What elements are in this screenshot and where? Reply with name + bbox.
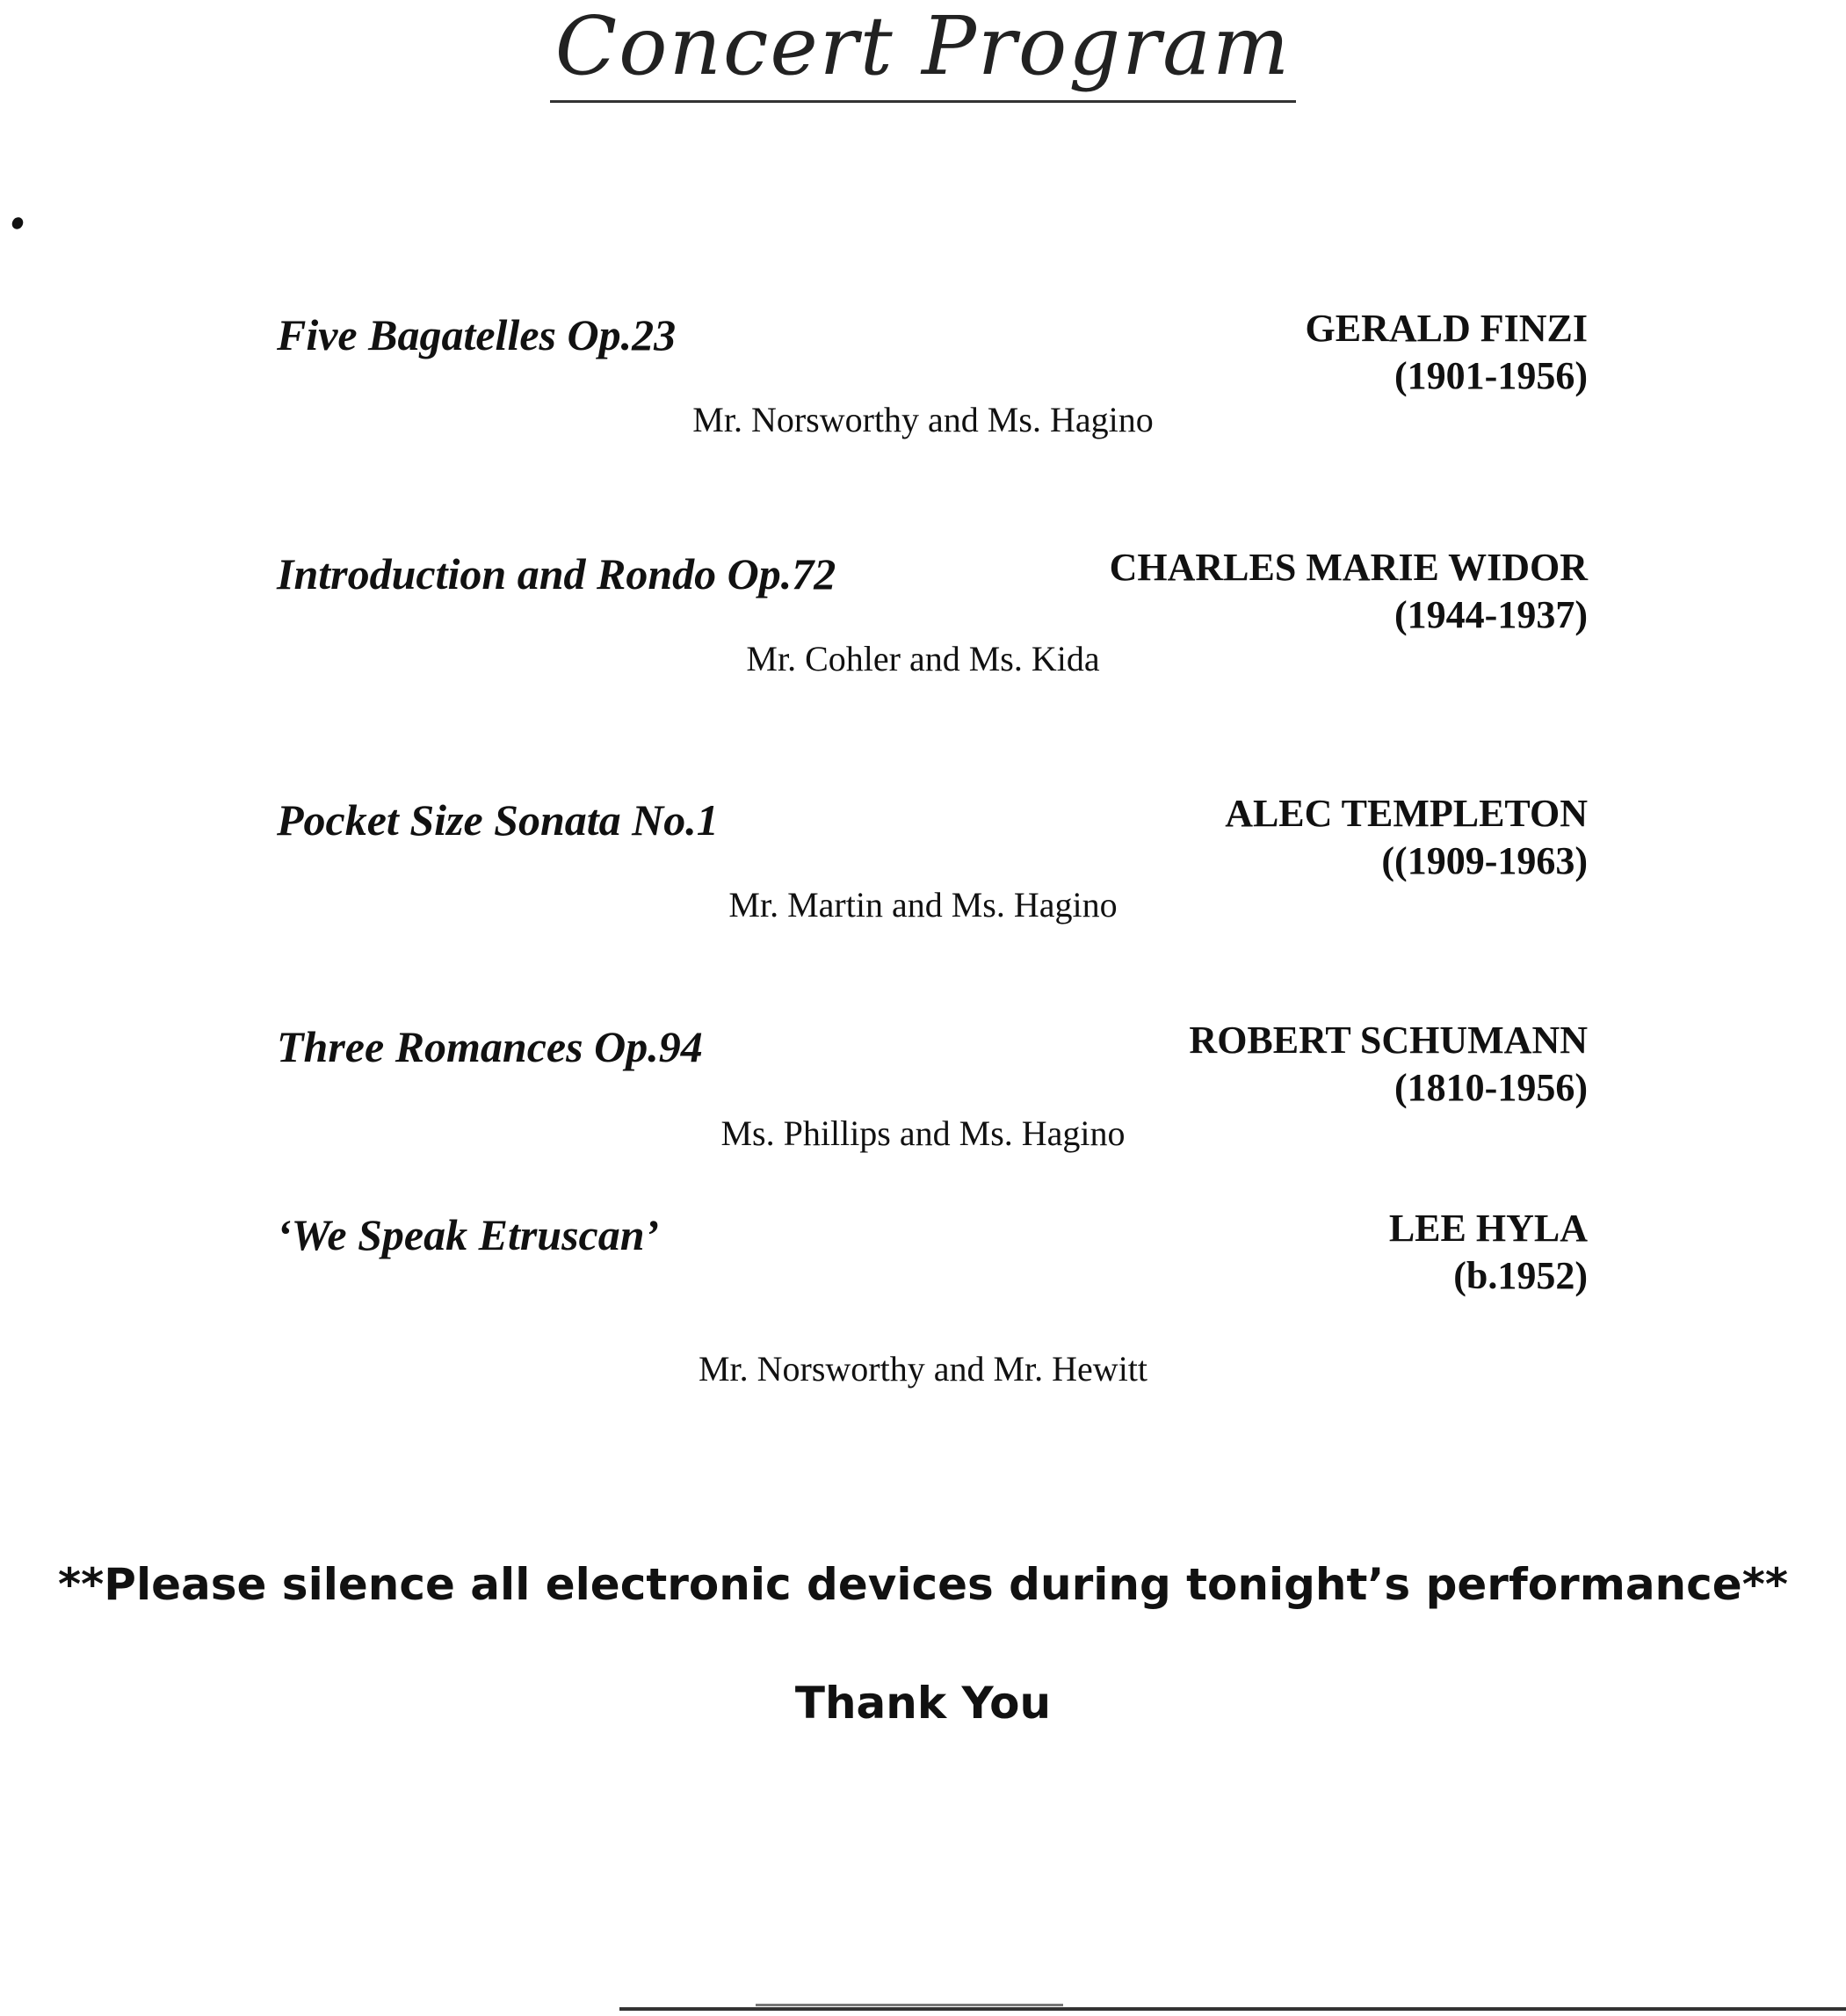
thank-you-message: Thank You: [794, 1678, 1052, 1729]
work-title: ‘We Speak Etruscan’: [277, 1210, 660, 1259]
composer-name: ALEC TEMPLETON: [1225, 792, 1588, 835]
performers: Mr. Norsworthy and Mr. Hewitt: [698, 1349, 1148, 1389]
work-title: Five Bagatelles Op.23: [277, 310, 677, 359]
composer-dates: (1810-1956): [1394, 1066, 1588, 1109]
composer-name: LEE HYLA: [1388, 1207, 1588, 1250]
work-title: Pocket Size Sonata No.1: [277, 795, 719, 845]
bottom-rule: [619, 2007, 1846, 2011]
composer-name: CHARLES MARIE WIDOR: [1109, 546, 1588, 589]
program-title-block: [0, 0, 1846, 103]
composer-name: ROBERT SCHUMANN: [1189, 1019, 1588, 1062]
silence-devices-notice: **Please silence all electronic devices during tonight’s performance**: [58, 1559, 1788, 1610]
work-title: Three Romances Op.94: [277, 1022, 703, 1071]
performers: Ms. Phillips and Ms. Hagino: [720, 1113, 1126, 1153]
performers: Mr. Cohler and Ms. Kida: [746, 639, 1100, 678]
composer-dates: (b.1952): [1453, 1254, 1588, 1297]
performers: Mr. Martin and Ms. Hagino: [728, 885, 1118, 925]
composer-name: GERALD FINZI: [1305, 307, 1588, 350]
program-title: Concert Program: [550, 0, 1296, 103]
composer-dates: (1944-1937): [1394, 593, 1588, 636]
work-title: Introduction and Rondo Op.72: [277, 549, 836, 598]
bottom-rule-shadow: [756, 2004, 1063, 2006]
composer-dates: ((1909-1963): [1381, 839, 1588, 882]
ink-speck: [10, 215, 25, 231]
composer-dates: (1901-1956): [1394, 354, 1588, 397]
performers: Mr. Norsworthy and Ms. Hagino: [692, 400, 1154, 439]
